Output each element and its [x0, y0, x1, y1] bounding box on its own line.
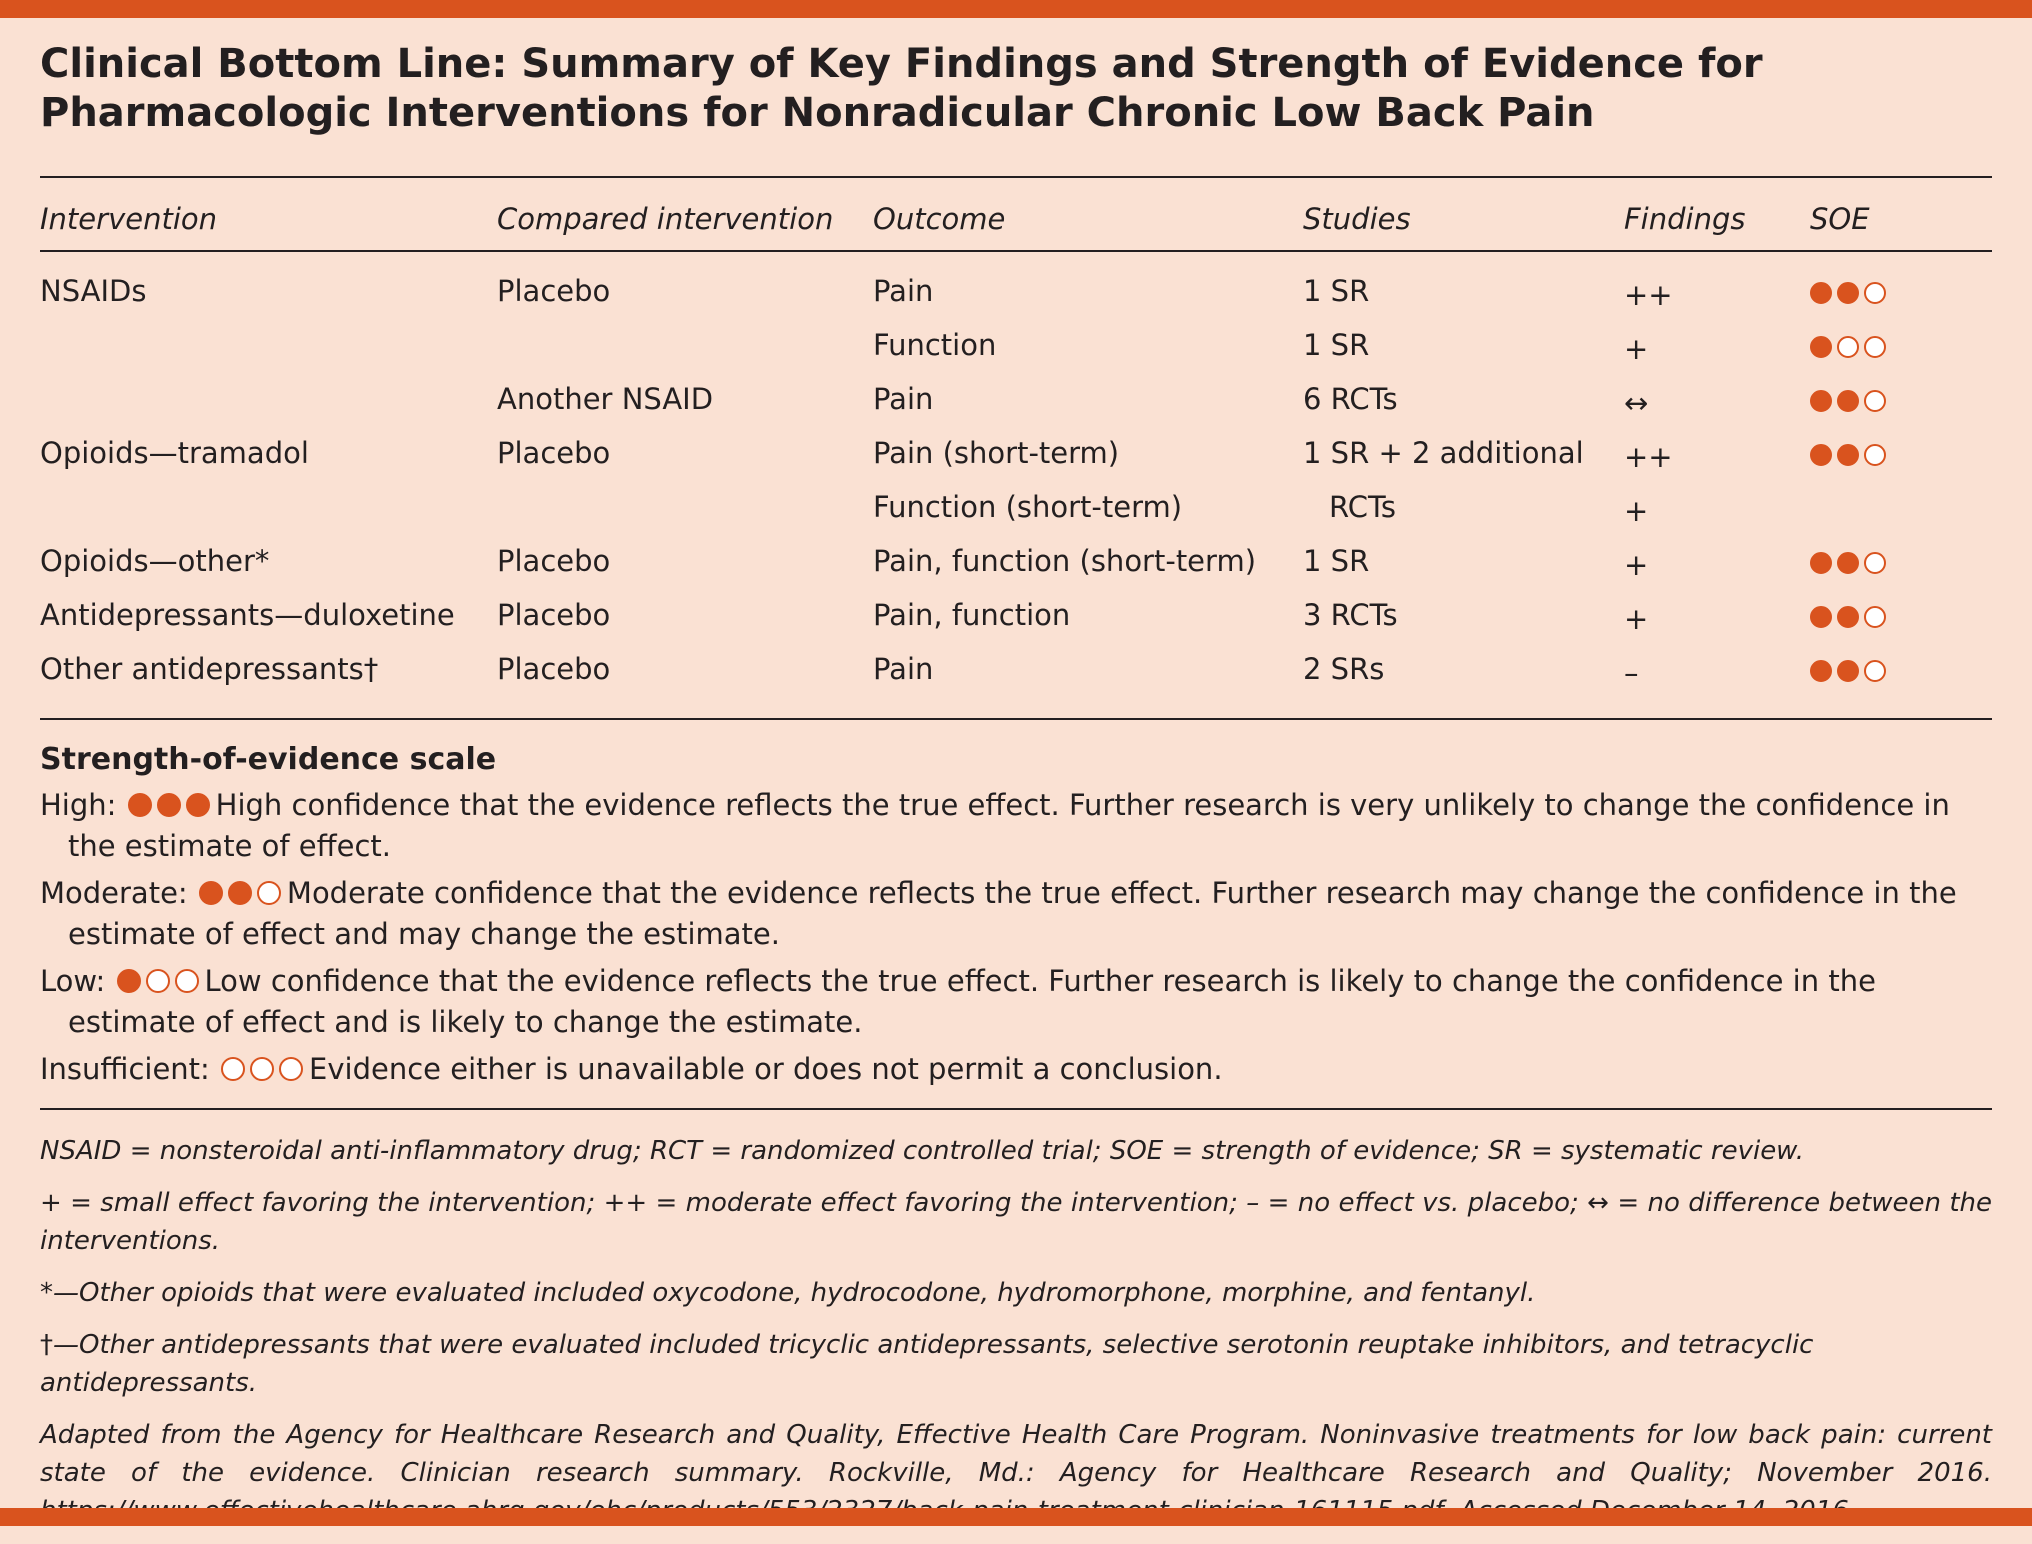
- cell-intervention: [40, 320, 497, 374]
- scale-entry: [40, 961, 1992, 1043]
- cell-findings: –: [1624, 644, 1810, 719]
- cell-findings: ++: [1624, 440, 1673, 474]
- cell-studies: 1 SR: [1303, 274, 1370, 308]
- filled-circle-icon: [157, 793, 181, 817]
- cell-findings: +: [1624, 548, 1649, 582]
- page-title: Clinical Bottom Line: Summary of Key Findings and Strength of Evidence for Pharmacologic Interventions for Nonradicular Chronic Low Back Pain: [40, 41, 1763, 136]
- cell-compared: Placebo: [497, 544, 611, 578]
- scale-label: High:: [40, 788, 117, 822]
- header-studies: Studies: [1303, 178, 1624, 251]
- empty-circle-icon: [1864, 282, 1886, 304]
- source-note: Adapted from the Agency for Healthcare Research and Quality, Effective Health Care Program. Noninvasive treatments for low back pain: current state of the evidence. Clinician research summary. Rockville, Md.: Agency for Healthcare Research and Quality; November 2016.: [40, 1420, 1992, 1488]
- scale-description: Low confidence that the evidence reflects the true effect. Further research is likely to change the confidence in the estimate of effect and is likely to change the estimate.: [68, 964, 1876, 1039]
- table-row: [40, 251, 1992, 320]
- cell-findings: ++: [1624, 278, 1673, 312]
- filled-circle-icon: [1810, 606, 1832, 628]
- filled-circle-icon: [117, 969, 141, 993]
- filled-circle-icon: [1837, 444, 1859, 466]
- cell-studies: 6 RCTs: [1303, 382, 1398, 416]
- cell-intervention: [40, 482, 497, 536]
- table-row: [40, 428, 1992, 482]
- scale-description: Moderate confidence that the evidence reflects the true effect. Further research may change the confidence in the estimate of effect and may change the estimate.: [68, 876, 1957, 951]
- empty-circle-icon: [1864, 660, 1886, 682]
- soe-rating-dots: [1810, 552, 1886, 574]
- filled-circle-icon: [1810, 444, 1832, 466]
- soe-rating-dots: [1810, 660, 1886, 682]
- empty-circle-icon: [1864, 444, 1886, 466]
- empty-circle-icon: [257, 881, 281, 905]
- cell-compared: Placebo: [497, 436, 611, 470]
- cell-soe: [1810, 428, 1992, 482]
- cell-intervention: Opioids—other*: [40, 544, 270, 578]
- abbreviations-note: NSAID = nonsteroidal anti-inflammatory drug; RCT = randomized controlled trial; SOE = strength of evidence; SR = systematic review.: [40, 1136, 1805, 1166]
- scale-entry: [40, 785, 1992, 867]
- cell-studies: 1 SR: [1303, 544, 1370, 578]
- scale-description: Evidence either is unavailable or does not permit a conclusion.: [309, 1052, 1223, 1086]
- filled-circle-icon: [1810, 660, 1832, 682]
- soe-rating-dots: [199, 881, 281, 905]
- cell-compared: Placebo: [497, 644, 873, 719]
- soe-rating-dots: [1810, 336, 1886, 358]
- table-header-row: [40, 178, 1992, 251]
- soe-rating-dots: [128, 793, 210, 817]
- cell-studies: 2 SRs: [1303, 644, 1624, 719]
- table-row: [40, 482, 1992, 536]
- scale-list: [40, 785, 1992, 1090]
- empty-circle-icon: [175, 969, 199, 993]
- cell-intervention: NSAIDs: [40, 274, 147, 308]
- cell-soe: [1810, 482, 1992, 536]
- cell-soe: [1810, 374, 1992, 428]
- filled-circle-icon: [1810, 282, 1832, 304]
- cell-compared: [497, 320, 873, 374]
- header-intervention: Intervention: [40, 178, 497, 251]
- soe-rating-dots: [117, 969, 199, 993]
- scale-label: Moderate:: [40, 876, 188, 910]
- filled-circle-icon: [186, 793, 210, 817]
- cell-findings: +: [1624, 602, 1649, 636]
- empty-circle-icon: [1864, 606, 1886, 628]
- scale-entry: [40, 1049, 1992, 1090]
- cell-outcome: Pain, function (short-term): [873, 544, 1257, 578]
- empty-circle-icon: [250, 1057, 274, 1081]
- scale-title: Strength-of-evidence scale: [40, 742, 497, 777]
- evidence-table: [40, 178, 1992, 720]
- filled-circle-icon: [1810, 336, 1832, 358]
- cell-soe: [1810, 644, 1992, 719]
- cell-outcome: Function (short-term): [873, 490, 1183, 524]
- opioids-footnote-mark: *: [40, 1278, 53, 1308]
- document-content: [40, 40, 1992, 1544]
- cell-outcome: Pain: [873, 274, 934, 308]
- scale-description: High confidence that the evidence reflects the true effect. Further research is very unlikely to change the confidence in the estimate of effect.: [68, 788, 1950, 863]
- table-row: [40, 536, 1992, 590]
- cell-intervention: Other antidepressants†: [40, 644, 497, 719]
- bottom-accent-bar: [0, 1508, 2032, 1526]
- header-findings: Findings: [1624, 178, 1810, 251]
- filled-circle-icon: [1837, 660, 1859, 682]
- empty-circle-icon: [1864, 336, 1886, 358]
- empty-circle-icon: [1864, 390, 1886, 412]
- cell-findings: +: [1624, 332, 1649, 366]
- cell-soe: [1810, 251, 1992, 320]
- table-row: [40, 374, 1992, 428]
- cell-studies: 3 RCTs: [1303, 598, 1398, 632]
- top-accent-bar: [0, 0, 2032, 18]
- empty-circle-icon: [1837, 336, 1859, 358]
- empty-circle-icon: [279, 1057, 303, 1081]
- empty-circle-icon: [1864, 552, 1886, 574]
- cell-findings: ↔: [1624, 386, 1649, 420]
- cell-compared: Placebo: [497, 274, 611, 308]
- table-body: [40, 251, 1992, 719]
- opioids-footnote: [40, 1274, 1992, 1312]
- scale-entry: [40, 873, 1992, 955]
- cell-compared: Another NSAID: [497, 382, 714, 416]
- cell-studies: RCTs: [1329, 490, 1396, 524]
- filled-circle-icon: [1837, 282, 1859, 304]
- header-soe: SOE: [1810, 178, 1992, 251]
- cell-intervention: Antidepressants—duloxetine: [40, 598, 455, 632]
- cell-compared: Placebo: [497, 598, 611, 632]
- cell-soe: [1810, 320, 1992, 374]
- filled-circle-icon: [1837, 552, 1859, 574]
- empty-circle-icon: [146, 969, 170, 993]
- cell-intervention: [40, 374, 497, 428]
- cell-soe: [1810, 590, 1992, 644]
- filled-circle-icon: [1837, 390, 1859, 412]
- filled-circle-icon: [1810, 552, 1832, 574]
- cell-outcome: Function: [873, 328, 997, 362]
- scale-label: Low:: [40, 964, 106, 998]
- header-outcome: Outcome: [873, 178, 1303, 251]
- cell-soe: [1810, 536, 1992, 590]
- header-compared: Compared intervention: [497, 178, 873, 251]
- antidepressants-footnote-text: —Other antidepressants that were evaluated included tricyclic antidepressants, selective serotonin reuptake inhibitors, and tetracyclic antidepressants.: [40, 1330, 1814, 1398]
- soe-rating-dots: [1810, 282, 1886, 304]
- antidepressants-footnote: [40, 1326, 1992, 1402]
- filled-circle-icon: [1810, 390, 1832, 412]
- filled-circle-icon: [199, 881, 223, 905]
- empty-circle-icon: [221, 1057, 245, 1081]
- cell-outcome: Pain, function: [873, 598, 1071, 632]
- antidepressants-footnote-mark: †: [40, 1330, 53, 1360]
- opioids-footnote-text: —Other opioids that were evaluated included oxycodone, hydrocodone, hydromorphone, morphine, and fentanyl.: [53, 1278, 1536, 1308]
- cell-outcome: Pain: [873, 644, 1303, 719]
- table-row: [40, 590, 1992, 644]
- cell-intervention: Opioids—tramadol: [40, 436, 309, 470]
- table-row: [40, 320, 1992, 374]
- cell-outcome: Pain (short-term): [873, 436, 1120, 470]
- table-row: [40, 644, 1992, 719]
- cell-studies: 1 SR + 2 additional: [1303, 436, 1584, 470]
- scale-divider: [40, 1108, 1992, 1110]
- cell-compared: [497, 482, 873, 536]
- filled-circle-icon: [228, 881, 252, 905]
- soe-rating-dots: [1810, 444, 1886, 466]
- soe-rating-dots: [221, 1057, 303, 1081]
- findings-legend-note: + = small effect favoring the intervention; ++ = moderate effect favoring the intervention; – = no effect vs. placebo; ↔ = no difference between the interventions.: [40, 1188, 1992, 1256]
- cell-findings: +: [1624, 494, 1649, 528]
- soe-rating-dots: [1810, 606, 1886, 628]
- cell-outcome: Pain: [873, 382, 934, 416]
- filled-circle-icon: [1837, 606, 1859, 628]
- filled-circle-icon: [128, 793, 152, 817]
- scale-label: Insufficient:: [40, 1052, 210, 1086]
- cell-studies: 1 SR: [1303, 328, 1370, 362]
- footnotes: [40, 1132, 1992, 1530]
- soe-rating-dots: [1810, 390, 1886, 412]
